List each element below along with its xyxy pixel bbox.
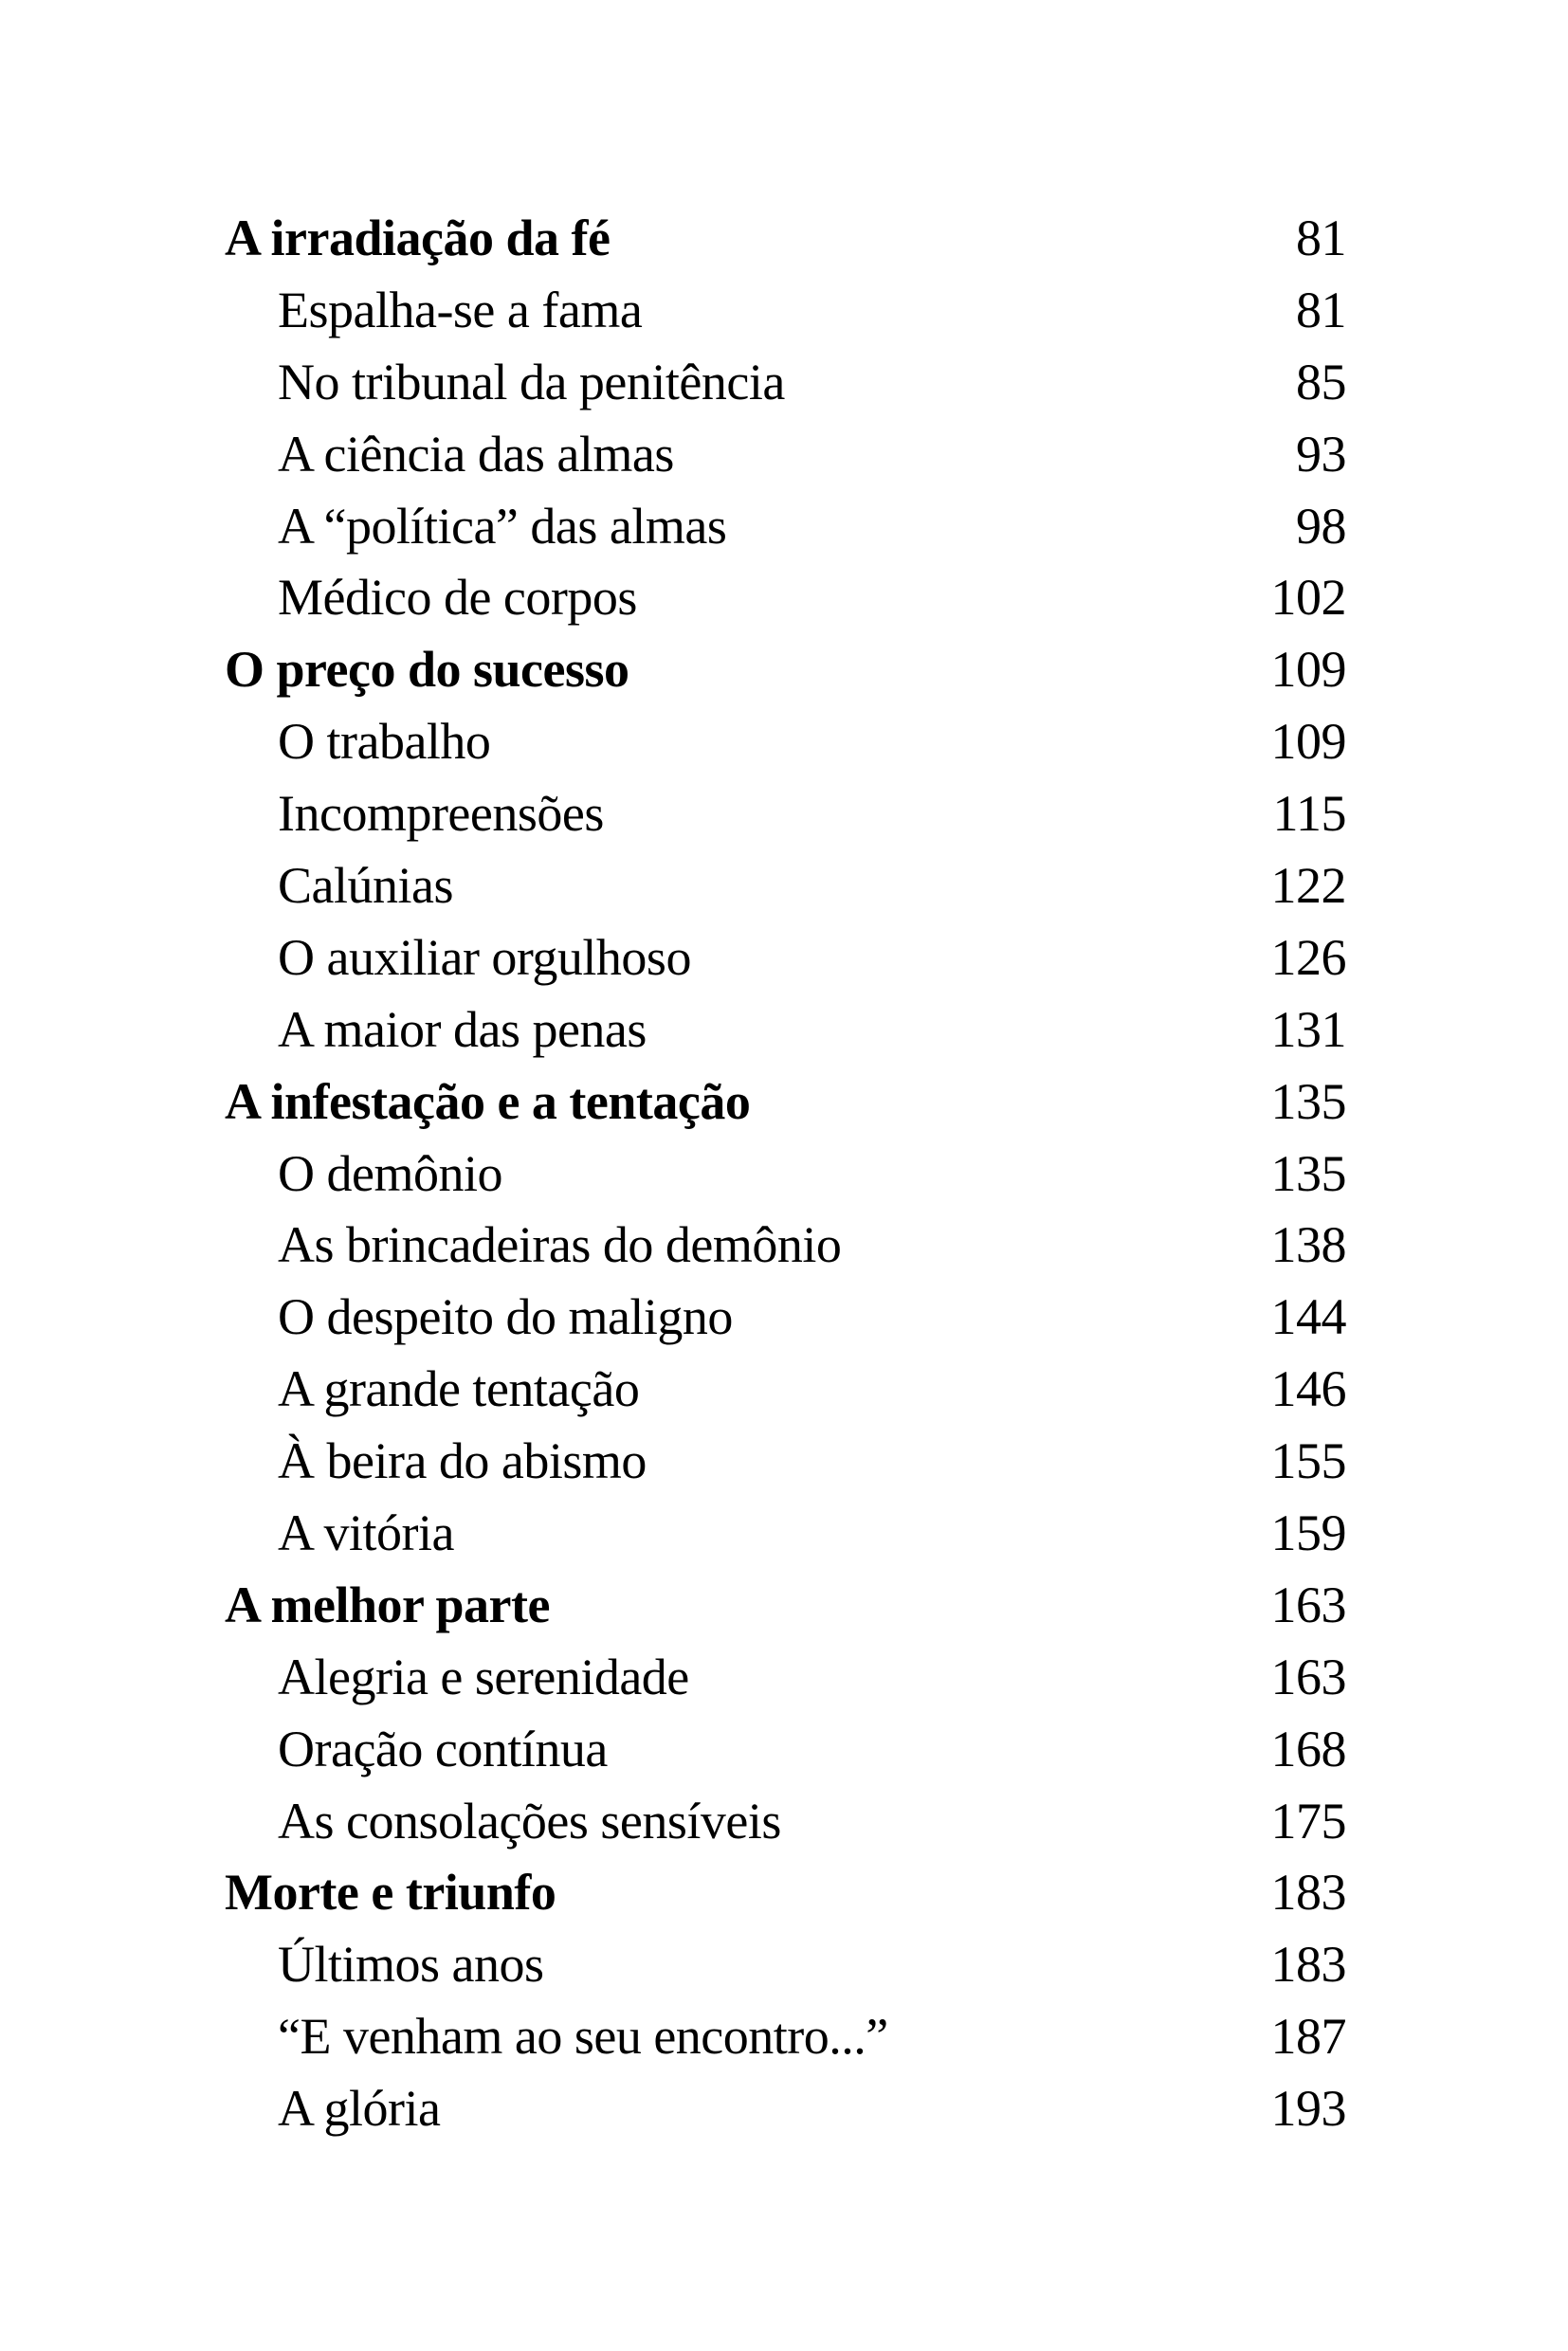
toc-entry-label: Morte e triunfo: [225, 1864, 556, 1922]
toc-entry-page: 163: [1270, 1648, 1346, 1705]
toc-entry-page: 81: [1296, 210, 1346, 266]
toc-entry-label: Oração contínua: [278, 1720, 608, 1777]
toc-entry-label: A grande tentação: [278, 1360, 640, 1418]
toc-entry-page: 109: [1270, 641, 1346, 699]
toc-entry-label: O auxiliar orgulhoso: [278, 928, 691, 986]
toc-entry-label: A glória: [278, 2080, 441, 2138]
toc-row: [225, 778, 1346, 850]
toc-entry-page: 138: [1270, 1216, 1346, 1274]
toc-entry-page: 159: [1270, 1504, 1346, 1562]
toc-entry-label: Médico de corpos: [278, 569, 637, 627]
toc-entry-page: 122: [1270, 857, 1346, 915]
toc-entry-page: 93: [1296, 425, 1346, 483]
toc-entry-page: 109: [1270, 713, 1346, 771]
table-of-contents: [225, 203, 1346, 2145]
toc-entry-page: 81: [1296, 281, 1346, 338]
toc-entry-page: 126: [1270, 928, 1346, 986]
toc-row: [225, 491, 1346, 563]
toc-entry-label: Espalha-se a fama: [278, 281, 643, 338]
toc-entry-label: A irradiação da fé: [225, 210, 611, 266]
toc-entry-label: Calúnias: [278, 857, 453, 915]
toc-entry-page: 115: [1272, 785, 1346, 843]
toc-row: [225, 1570, 1346, 1642]
toc-entry-label: O trabalho: [278, 713, 491, 771]
toc-row: [225, 1066, 1346, 1139]
toc-row: [225, 1929, 1346, 2001]
toc-row: [225, 1210, 1346, 1282]
toc-row: [225, 1857, 1346, 1929]
toc-row: [225, 347, 1346, 419]
toc-row: [225, 994, 1346, 1066]
toc-entry-label: A “política” das almas: [278, 497, 727, 555]
toc-entry-page: 187: [1270, 2008, 1346, 2066]
toc-row: [225, 1642, 1346, 1714]
toc-row: [225, 2001, 1346, 2073]
toc-row: [225, 850, 1346, 922]
toc-row: [225, 1426, 1346, 1498]
toc-entry-label: Últimos anos: [278, 1936, 544, 1994]
toc-entry-label: No tribunal da penitência: [278, 353, 785, 410]
toc-row: [225, 634, 1346, 706]
toc-row: [225, 419, 1346, 491]
toc-entry-label: A ciência das almas: [278, 425, 674, 483]
toc-entry-page: 183: [1270, 1936, 1346, 1994]
toc-entry-page: 193: [1270, 2080, 1346, 2138]
toc-row: [225, 203, 1346, 275]
toc-entry-label: As brincadeiras do demônio: [278, 1216, 842, 1274]
toc-row: [225, 922, 1346, 994]
toc-row: [225, 1498, 1346, 1570]
toc-row: [225, 1282, 1346, 1354]
toc-row: [225, 275, 1346, 347]
toc-row: [225, 562, 1346, 634]
toc-entry-label: “E venham ao seu encontro...”: [278, 2008, 888, 2066]
toc-row: [225, 1354, 1346, 1426]
toc-entry-page: 183: [1270, 1864, 1346, 1922]
toc-entry-label: A melhor parte: [225, 1576, 550, 1633]
toc-entry-label: Alegria e serenidade: [278, 1648, 689, 1705]
toc-entry-page: 155: [1270, 1432, 1346, 1490]
toc-entry-label: A maior das penas: [278, 1000, 647, 1058]
toc-entry-page: 163: [1270, 1576, 1346, 1633]
toc-entry-page: 146: [1270, 1360, 1346, 1418]
toc-row: [225, 706, 1346, 778]
toc-row: [225, 2073, 1346, 2145]
toc-row: [225, 1139, 1346, 1211]
toc-entry-label: As consolações sensíveis: [278, 1792, 781, 1850]
toc-entry-page: 131: [1270, 1000, 1346, 1058]
toc-entry-page: 144: [1270, 1288, 1346, 1346]
toc-entry-page: 135: [1270, 1072, 1346, 1130]
toc-entry-page: 102: [1270, 569, 1346, 627]
toc-entry-page: 168: [1270, 1720, 1346, 1777]
toc-entry-page: 135: [1270, 1144, 1346, 1202]
toc-entry-label: À beira do abismo: [278, 1432, 647, 1490]
toc-entry-page: 85: [1296, 353, 1346, 410]
toc-entry-label: A vitória: [278, 1504, 454, 1562]
toc-entry-page: 98: [1296, 497, 1346, 555]
toc-entry-label: O demônio: [278, 1144, 502, 1202]
toc-row: [225, 1786, 1346, 1858]
toc-entry-label: O despeito do maligno: [278, 1288, 733, 1346]
toc-entry-label: A infestação e a tentação: [225, 1072, 751, 1130]
toc-entry-label: Incompreensões: [278, 785, 604, 843]
toc-entry-page: 175: [1270, 1792, 1346, 1850]
toc-entry-label: O preço do sucesso: [225, 641, 629, 699]
toc-row: [225, 1714, 1346, 1786]
